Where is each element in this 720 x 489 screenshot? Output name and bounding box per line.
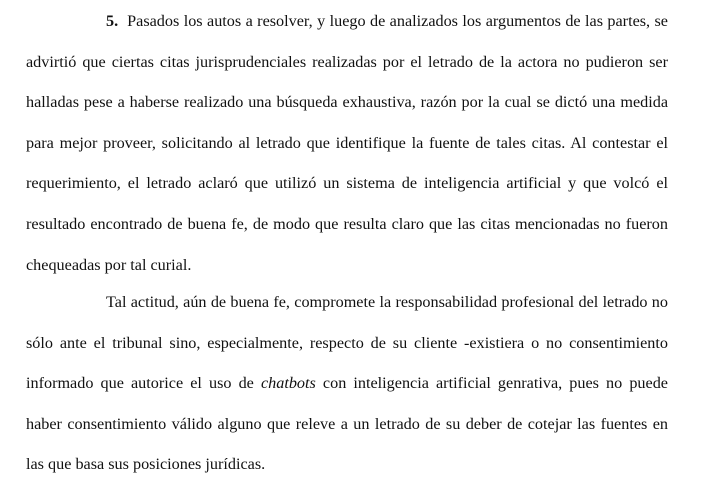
paragraph-text-before: Tal actitud, aún de buena fe, compromete la responsabilidad profesional del letrado no sólo ante el tribunal sino, especialmente, respecto de su cliente -existiera o no consentimiento informado que autorice el uso de [26, 293, 668, 393]
paragraph-text: Pasados los autos a resolver, y luego de analizados los argumentos de las partes, se advirtió que ciertas citas jurisprudenciales realizadas por el letrado de la actora no pudieron ser halladas pese a haberse realizado una búsqueda exhaustiva, razón por la cual se dictó una medida para mejor proveer, solicitando al letrado que identifique la fuente de tales citas. Al contestar el requerimiento, el letrado aclaró que utilizó un sistema de inteligencia artificial y que volcó el resultado encontrado de buena fe, de modo que resulta claro que las citas mencionadas no fueron chequeadas por tal curial. [26, 12, 668, 274]
paragraph-responsibility [26, 282, 668, 485]
emphasized-term: chatbots [260, 374, 316, 393]
paragraph-number: 5. [106, 12, 119, 30]
paragraph-5 [26, 1, 668, 285]
paragraph-text-after: con inteligencia artificial genrativa, pues no puede haber consentimiento válido alguno que releve a un letrado de su deber de cotejar las fuentes en las que basa sus posiciones jurídicas. [26, 374, 668, 474]
